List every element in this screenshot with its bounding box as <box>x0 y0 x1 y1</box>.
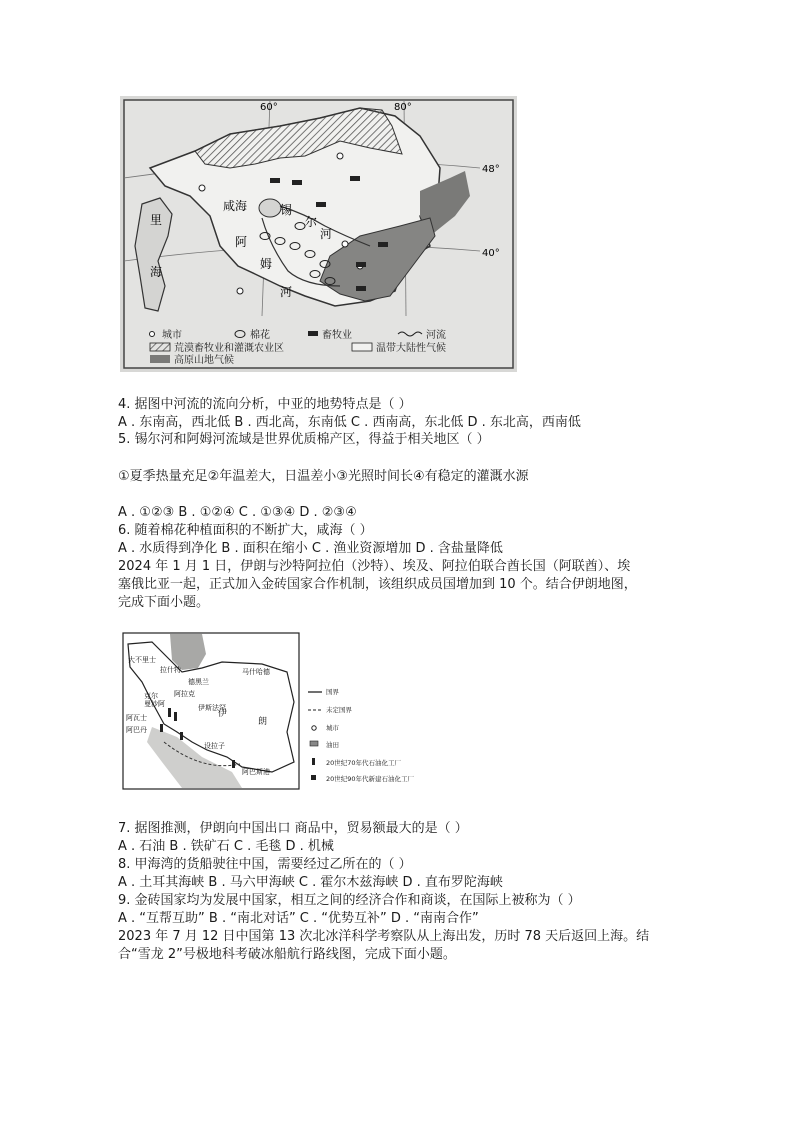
legend-oilfield-icon <box>310 741 318 746</box>
place-iran-2: 朗 <box>258 717 268 727</box>
legend-desert: 荒漠畜牧业和灌溉农业区 <box>174 343 284 354</box>
livestock-icon <box>378 242 388 247</box>
place-isfahan: 伊斯法罕 <box>198 704 226 712</box>
legend-livestock-icon <box>308 331 318 336</box>
question-5: 5. 锡尔河和阿姆河流域是世界优质棉产区，得益于相关地区（ ） <box>118 432 490 447</box>
place-tehran: 德黑兰 <box>188 678 209 686</box>
place-amu-1: 阿 <box>235 235 248 249</box>
lat-label-40: 40° <box>482 248 500 259</box>
place-caspian-2: 海 <box>150 265 163 279</box>
question-5-stem: ①夏季热量充足②年温差大，日温差小③光照时间长④有稳定的灌溉水源 <box>118 469 529 484</box>
oil-plant-icon <box>180 732 183 740</box>
question-6: 6. 随着棉花种植面积的不断扩大，咸海（ ） <box>118 523 373 538</box>
place-syr-1: 锡 <box>280 203 293 217</box>
place-amu-2: 姆 <box>260 257 273 271</box>
passage-2-line-2: 合“雪龙 2”号极地科考破冰船航行路线图，完成下面小题。 <box>118 947 456 962</box>
livestock-icon <box>292 180 302 185</box>
oil-plant-icon <box>168 708 171 717</box>
lon-label-80: 80° <box>394 102 412 113</box>
question-7: 7. 据图推测，伊朗向中国出口 商品中，贸易额最大的是（ ） <box>118 821 468 836</box>
legend-highland-icon <box>150 355 170 363</box>
city-marker <box>342 241 348 247</box>
lat-label-48: 48° <box>482 164 500 175</box>
legend-70s-plant-icon <box>312 758 315 765</box>
legend-river: 河流 <box>426 330 446 341</box>
passage-1-line-3: 完成下面小题。 <box>118 595 210 610</box>
passage-2-line-1: 2023 年 7 月 12 日中国第 13 次北冰洋科学考察队从上海出发，历时 78 天后返回上海。结 <box>118 929 650 944</box>
question-4-options: A . 东南高，西北低 B . 西北高，东南低 C . 西南高，东北低 D . 东北高，西南低 <box>118 415 581 430</box>
place-aral: 咸海 <box>223 199 248 213</box>
place-rasht: 拉什特 <box>160 666 181 674</box>
place-bandar-abbas: 阿巴斯港 <box>242 768 270 776</box>
question-8: 8. 甲海湾的货船驶往中国，需要经过乙所在的（ ） <box>118 857 412 872</box>
legend-90s-plant: 20世纪90年代新建石油化工厂 <box>326 775 415 783</box>
livestock-icon <box>356 286 366 291</box>
question-6-options: A . 水质得到净化 B . 面积在缩小 C . 渔业资源增加 D . 含盐量降低 <box>118 541 503 556</box>
question-9: 9. 金砖国家均为发展中国家，相互之间的经济合作和商谈，在国际上被称为（ ） <box>118 893 581 908</box>
place-amu-3: 河 <box>280 285 293 299</box>
legend-continental: 温带大陆性气候 <box>376 343 446 354</box>
city-marker <box>199 185 205 191</box>
legend-city-icon <box>312 726 316 730</box>
livestock-icon <box>270 178 280 183</box>
question-7-options: A . 石油 B . 铁矿石 C . 毛毯 D . 机械 <box>118 839 334 854</box>
iran-map <box>122 632 438 792</box>
place-arak: 阿拉克 <box>174 690 195 698</box>
aral-sea <box>259 199 281 217</box>
passage-1-line-2: 塞俄比亚一起，正式加入金砖国家合作机制，该组织成员国增加到 10 个。结合伊朗地图， <box>118 577 637 592</box>
place-syr-2: 尔 <box>305 215 318 229</box>
legend-undetermined-border: 未定国界 <box>326 706 352 714</box>
oil-plant-icon <box>160 724 163 732</box>
place-iran-1: 伊 <box>218 709 228 719</box>
lon-label-60: 60° <box>260 102 278 113</box>
central-asia-map <box>120 96 517 372</box>
passage-1-line-1: 2024 年 1 月 1 日，伊朗与沙特阿拉伯（沙特）、埃及、阿拉伯联合酋长国（阿联酋）、埃 <box>118 559 631 574</box>
livestock-icon <box>356 262 366 267</box>
legend-70s-plant: 20世纪70年代石油化工厂 <box>326 759 402 767</box>
place-tabriz: 大不里士 <box>128 656 156 664</box>
place-mashhad: 马什哈德 <box>242 668 270 676</box>
question-9-options: A . “互帮互助” B . “南北对话” C . “优势互补” D . “南南合作” <box>118 911 479 926</box>
place-caspian-1: 里 <box>150 213 163 227</box>
place-syr-3: 河 <box>320 227 333 241</box>
question-5-options: A . ①②③ B . ①②④ C . ①③④ D . ②③④ <box>118 505 357 520</box>
legend-desert-icon <box>150 343 170 351</box>
legend-highland: 高原山地气候 <box>174 355 234 366</box>
legend-cotton: 棉花 <box>250 330 270 341</box>
legend-city-icon <box>150 332 155 337</box>
legend-city: 城市 <box>326 724 339 732</box>
livestock-icon <box>350 176 360 181</box>
place-ahvaz: 阿瓦士 <box>126 714 147 722</box>
place-abadan: 阿巴丹 <box>126 726 147 734</box>
legend-livestock: 畜牧业 <box>322 330 352 341</box>
legend-continental-icon <box>352 343 372 351</box>
place-kerman-1: 克尔 <box>144 692 158 700</box>
legend-oilfield: 油田 <box>326 741 339 749</box>
legend-border: 国界 <box>326 688 339 696</box>
legend-city: 城市 <box>162 330 182 341</box>
oil-plant-icon <box>174 712 177 721</box>
question-8-options: A . 土耳其海峡 B . 马六甲海峡 C . 霍尔木兹海峡 D . 直布罗陀海峡 <box>118 875 503 890</box>
legend-90s-plant-icon <box>311 775 316 780</box>
place-shiraz: 设拉子 <box>204 742 225 750</box>
question-4: 4. 据图中河流的流向分析，中亚的地势特点是（ ） <box>118 397 412 412</box>
city-marker <box>337 153 343 159</box>
livestock-icon <box>316 202 326 207</box>
city-marker <box>237 288 243 294</box>
oil-plant-icon <box>232 760 235 768</box>
place-kerman-2: 曼沙阿 <box>144 700 165 708</box>
